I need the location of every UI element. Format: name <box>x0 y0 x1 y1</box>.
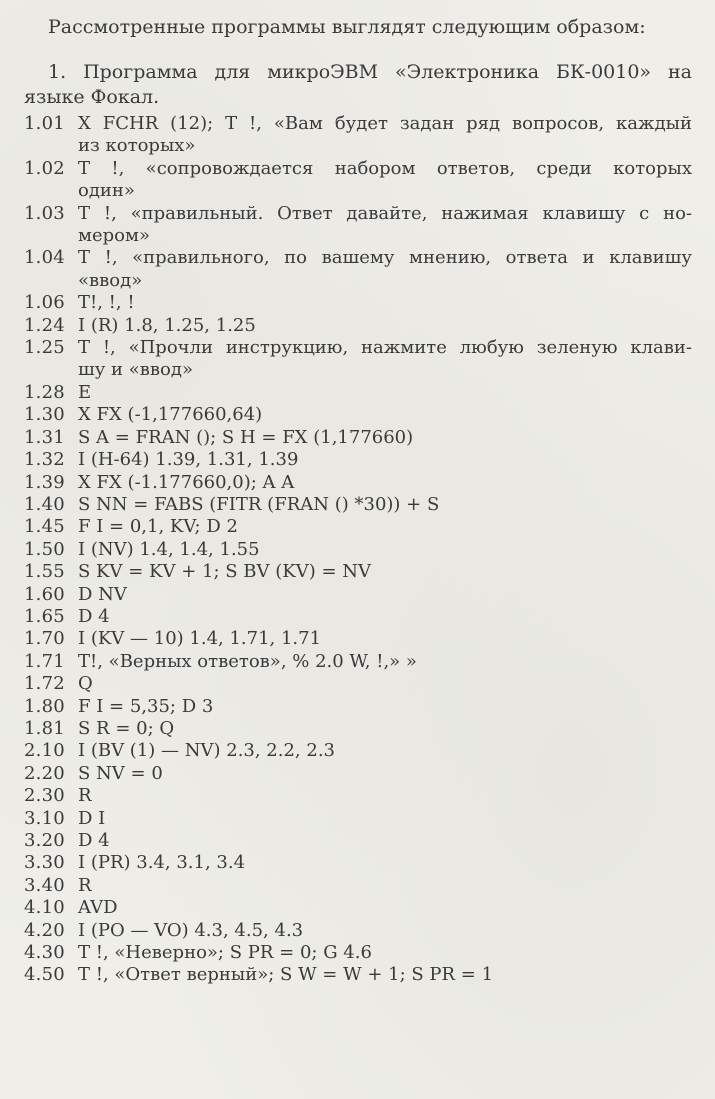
code-line <box>24 561 692 583</box>
line-number: 1.04 <box>24 247 65 269</box>
code-line <box>24 113 692 158</box>
line-number: 1.01 <box>24 113 65 134</box>
code-line <box>24 808 692 830</box>
code-line <box>24 651 692 673</box>
line-code: S NN = FABS (FITR (FRAN () *30)) + S <box>78 493 440 515</box>
line-code: D NV <box>78 583 127 605</box>
line-code: D 4 <box>78 830 110 851</box>
code-line <box>24 830 692 852</box>
code-line <box>24 875 692 897</box>
line-code: T!, !, ! <box>78 292 135 314</box>
program-heading-line-1: 1. Программа для микроЭВМ «Электроника БК-0010» на <box>48 61 692 83</box>
code-line <box>24 382 692 404</box>
line-number: 1.24 <box>24 314 65 336</box>
code-line <box>24 494 692 516</box>
line-code: Q <box>78 673 93 695</box>
code-line <box>24 718 692 740</box>
code-line <box>24 964 692 986</box>
code-line <box>24 404 692 426</box>
line-number: 1.31 <box>24 426 65 448</box>
line-number: 2.10 <box>24 740 65 762</box>
line-code: X FX (-1,177660,64) <box>78 404 263 426</box>
code-line <box>24 763 692 785</box>
code-line <box>24 606 692 628</box>
line-number: 3.10 <box>24 807 65 829</box>
line-number: 2.30 <box>24 785 65 807</box>
line-continuation: один» <box>78 180 135 202</box>
code-line <box>24 942 692 964</box>
line-code: I (KV — 10) 1.4, 1.71, 1.71 <box>78 628 322 650</box>
code-line <box>24 696 692 718</box>
code-line <box>24 897 692 919</box>
code-line <box>24 740 692 762</box>
line-code: R <box>78 874 92 896</box>
line-code: D I <box>78 807 106 829</box>
line-number: 2.20 <box>24 762 65 784</box>
program-heading <box>24 60 692 110</box>
line-code: F I = 5,35; D 3 <box>78 695 214 717</box>
code-line <box>24 920 692 942</box>
code-line <box>24 315 692 337</box>
program-listing <box>24 113 692 987</box>
line-code: S NV = 0 <box>78 762 163 784</box>
line-number: 1.40 <box>24 493 65 515</box>
code-line <box>24 203 692 248</box>
code-line <box>24 472 692 494</box>
code-line <box>24 292 692 314</box>
line-code: F I = 0,1, KV; D 2 <box>78 516 238 538</box>
code-line <box>24 539 692 561</box>
line-number: 1.71 <box>24 650 65 672</box>
line-number: 1.02 <box>24 157 65 179</box>
line-code: T !, «правильного, по вашему мнению, ответа и клавишу <box>78 247 692 269</box>
code-line <box>24 449 692 471</box>
line-continuation: мером» <box>78 225 151 247</box>
line-code: D 4 <box>78 605 110 627</box>
line-number: 1.25 <box>24 337 65 359</box>
line-number: 1.39 <box>24 471 65 493</box>
code-line <box>24 785 692 807</box>
line-number: 1.81 <box>24 717 65 739</box>
line-continuation: шу и «ввод» <box>78 359 193 381</box>
line-code: I (PR) 3.4, 3.1, 3.4 <box>78 852 246 874</box>
line-number: 1.28 <box>24 381 65 403</box>
line-code: I (PO — VO) 4.3, 4.5, 4.3 <box>78 919 304 941</box>
line-continuation: из которых» <box>78 135 196 157</box>
line-code: S KV = KV + 1; S BV (KV) = NV <box>78 561 372 583</box>
line-number: 4.10 <box>24 897 65 919</box>
code-line <box>24 427 692 449</box>
line-number: 1.32 <box>24 449 65 471</box>
line-code: I (H-64) 1.39, 1.31, 1.39 <box>78 449 299 471</box>
code-line <box>24 584 692 606</box>
line-code: S R = 0; Q <box>78 717 175 739</box>
line-code: E <box>78 381 92 403</box>
code-line <box>24 158 692 203</box>
code-line <box>24 247 692 292</box>
line-code: I (R) 1.8, 1.25, 1.25 <box>78 314 256 336</box>
intro-text: Рассмотренные программы выглядят следующим образом: <box>48 16 646 38</box>
code-line <box>24 337 692 382</box>
line-code: X FCHR (12); T !, «Вам будет задан ряд вопросов, каждый <box>78 113 692 134</box>
line-code: AVD <box>78 897 118 919</box>
line-code: T !, «Прочли инструкцию, нажмите любую зеленую клави- <box>78 337 692 359</box>
line-number: 1.45 <box>24 516 65 538</box>
line-number: 3.20 <box>24 830 65 851</box>
line-number: 1.80 <box>24 695 65 717</box>
line-continuation: «ввод» <box>78 269 143 291</box>
line-number: 1.72 <box>24 673 65 695</box>
line-number: 1.55 <box>24 561 65 583</box>
line-code: T !, «сопровождается набором ответов, среди которых <box>78 157 692 179</box>
line-number: 1.70 <box>24 628 65 650</box>
line-number: 4.50 <box>24 964 65 986</box>
line-code: T !, «Неверно»; S PR = 0; G 4.6 <box>78 942 372 964</box>
code-line <box>24 852 692 874</box>
code-line <box>24 516 692 538</box>
line-number: 1.60 <box>24 583 65 605</box>
line-number: 1.03 <box>24 202 65 224</box>
code-line <box>24 628 692 650</box>
line-number: 3.30 <box>24 852 65 874</box>
line-code: T !, «правильный. Ответ давайте, нажимая клавишу с но- <box>78 202 692 224</box>
line-code: S A = FRAN (); S H = FX (1,177660) <box>78 426 414 448</box>
line-number: 1.50 <box>24 538 65 560</box>
line-code: R <box>78 785 92 807</box>
code-line <box>24 673 692 695</box>
line-number: 1.65 <box>24 605 65 627</box>
line-code: T!, «Верных ответов», % 2.0 W, !,» » <box>78 650 417 672</box>
program-heading-line-2: языке Фокал. <box>24 86 160 108</box>
line-number: 4.20 <box>24 919 65 941</box>
line-number: 1.06 <box>24 292 65 314</box>
line-number: 3.40 <box>24 874 65 896</box>
line-number: 1.30 <box>24 404 65 426</box>
line-code: X FX (-1.177660,0); A A <box>78 471 295 493</box>
line-number: 4.30 <box>24 942 65 964</box>
line-code: I (NV) 1.4, 1.4, 1.55 <box>78 538 260 560</box>
line-code: T !, «Ответ верный»; S W = W + 1; S PR = 1 <box>78 964 494 986</box>
line-code: I (BV (1) — NV) 2.3, 2.2, 2.3 <box>78 740 336 762</box>
